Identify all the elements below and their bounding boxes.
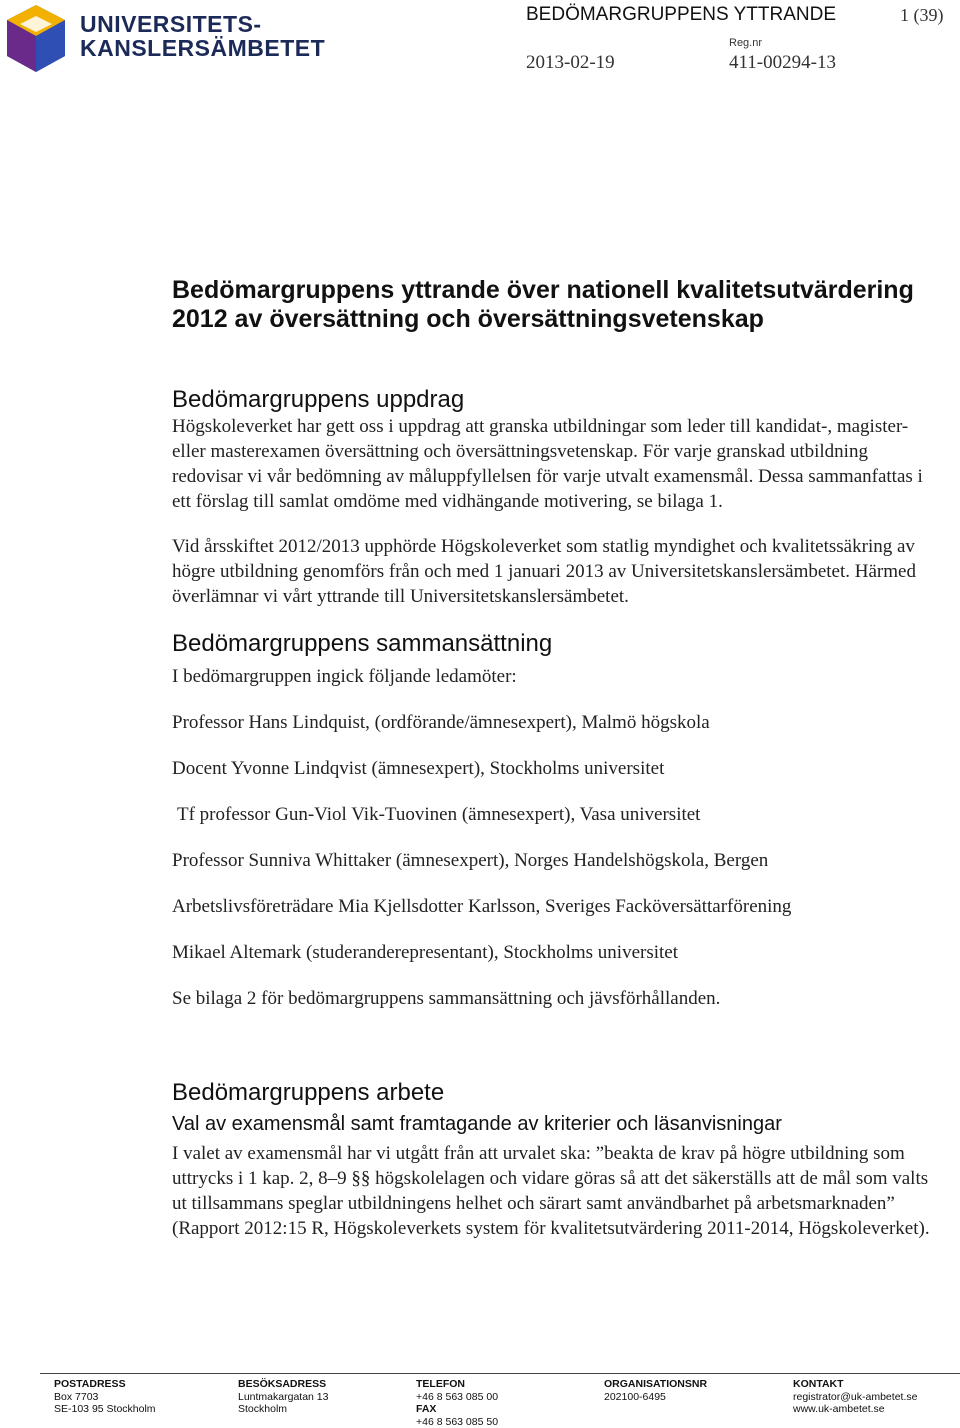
paragraph-uppdrag-1: Högskoleverket har gett oss i uppdrag att granska utbildningar som leder till kandidat-, magister- eller masterexamen översättning och översättningsvetenskap. För varje granskad utbildning redovisar vi vår bedömning av måluppfyllelsen för varje utvalt examensmål. Dessa sammanfattas i ett förslag till samlat omdöme med vidhängande motivering, se bilaga 1. [172,414,942,514]
footer-website-link[interactable]: www.uk-ambetet.se [793,1403,917,1416]
member-item: Mikael Altemark (studeranderepresentant), Stockholms universitet [172,940,942,965]
footer-kontakt [793,1378,917,1416]
org-name-line1: UNIVERSITETS- [80,12,325,36]
member-item: Arbetslivsföreträdare Mia Kjellsdotter Karlsson, Sveriges Facköversättarförening [172,894,942,919]
footer-besoksadress-line1: Luntmakargatan 13 [238,1391,328,1404]
member-list [172,710,942,965]
footer-telefon-label: TELEFON [416,1378,498,1391]
footer-postadress-line2: SE-103 95 Stockholm [54,1403,156,1416]
reg-number: 411-00294-13 [729,52,836,74]
paragraph-uppdrag-2: Vid årsskiftet 2012/2013 upphörde Högskoleverket som statlig myndighet och kvalitetssäkring av högre utbildning genomförs från och med 1 januari 2013 av Universitetskanslersämbetet. Härmed överlämnar vi vårt yttrande till Universitetskanslersämbetet. [172,534,942,609]
footer-fax-number: +46 8 563 085 50 [416,1416,498,1428]
members-intro: I bedömargruppen ingick följande ledamöter: [172,664,942,689]
paragraph-arbete-1: I valet av examensmål har vi utgått från att urvalet ska: ”beakta de krav på högre utbildning som uttrycks i 1 kap. 2, 8–9 §§ högskolelagen och vidare göras så att det säkerställs att de mål som valts ut tillsammans speglar utbildningens helhet och särart samt användbarhet på arbetsmarknaden” (Rapport 2012:15 R, Högskoleverkets system för kvalitetsutvärdering 2011-2014, Högskoleverket). [172,1141,942,1241]
footer-email-link[interactable]: registrator@uk-ambetet.se [793,1391,917,1404]
footer-telefon-number: +46 8 563 085 00 [416,1391,498,1404]
footer-telefon [416,1378,498,1428]
members-outro: Se bilaga 2 för bedömargruppens sammansättning och jävsförhållanden. [172,986,942,1011]
footer-kontakt-label: KONTAKT [793,1378,917,1391]
document-title: Bedömargruppens yttrande över nationell kvalitetsutvärdering 2012 av översättning och översättningsvetenskap [172,276,942,334]
footer-organisationsnr-label: ORGANISATIONSNR [604,1378,707,1391]
subheading-arbete: Val av examensmål samt framtagande av kriterier och läsanvisningar [172,1111,942,1137]
document-date: 2013-02-19 [526,52,615,74]
page-number: 1 (39) [900,5,944,26]
footer-divider [40,1373,960,1374]
org-name [80,12,325,60]
footer-besoksadress-label: BESÖKSADRESS [238,1378,328,1391]
footer-fax-label: FAX [416,1403,498,1416]
reg-number-label: Reg.nr [729,37,762,49]
footer-postadress [54,1378,156,1416]
heading-arbete: Bedömargruppens arbete [172,1079,942,1107]
footer-besoksadress-line2: Stockholm [238,1403,328,1416]
heading-sammansattning: Bedömargruppens sammansättning [172,630,942,658]
org-name-line2: KANSLERSÄMBETET [80,36,325,60]
heading-uppdrag: Bedömargruppens uppdrag [172,386,942,414]
document-type: BEDÖMARGRUPPENS YTTRANDE [526,4,836,26]
document-body [172,276,942,1241]
member-item: Docent Yvonne Lindqvist (ämnesexpert), Stockholms universitet [172,756,942,781]
member-item: Tf professor Gun-Viol Vik-Tuovinen (ämnesexpert), Vasa universitet [172,802,942,827]
footer-besoksadress [238,1378,328,1416]
footer-postadress-label: POSTADRESS [54,1378,156,1391]
member-item: Professor Hans Lindquist, (ordförande/ämnesexpert), Malmö högskola [172,710,942,735]
footer-postadress-line1: Box 7703 [54,1391,156,1404]
footer-organisationsnr-value: 202100-6495 [604,1391,707,1404]
footer-organisationsnr [604,1378,707,1403]
member-item: Professor Sunniva Whittaker (ämnesexpert), Norges Handelshögskola, Bergen [172,848,942,873]
